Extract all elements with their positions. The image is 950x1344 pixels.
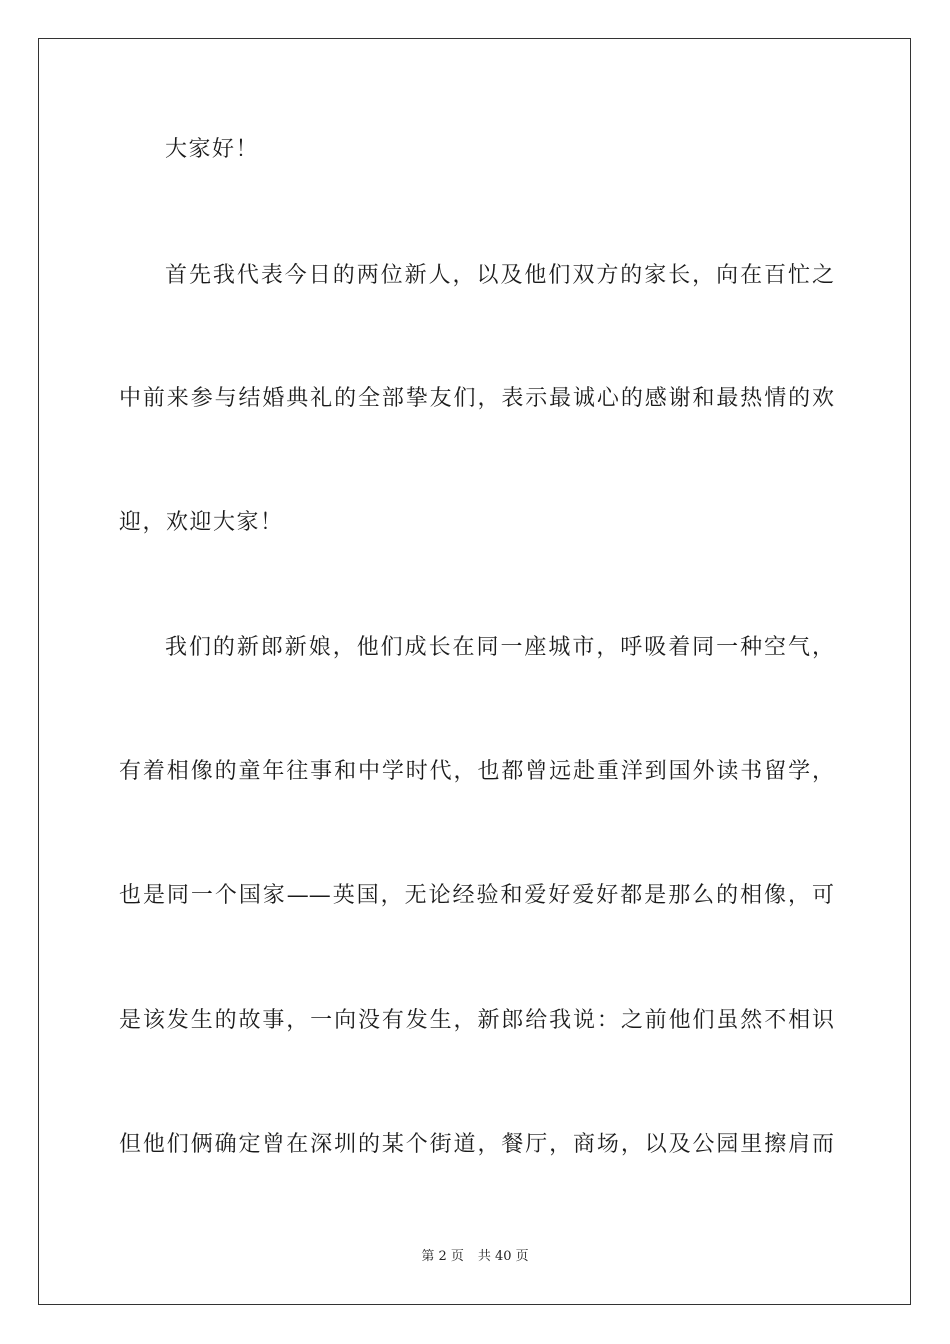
text-line: 但他们俩确定曾在深圳的某个街道，餐厅，商场，以及公园里擦肩而 (119, 1132, 834, 1157)
page-number: 第 2 页 (421, 1249, 464, 1264)
text-line: 我们的新郎新娘，他们成长在同一座城市，呼吸着同一种空气， (165, 635, 834, 660)
page-total: 共 40 页 (477, 1249, 529, 1264)
text-line: 有着相像的童年往事和中学时代，也都曾远赴重洋到国外读书留学， (119, 759, 834, 784)
text-line: 首先我代表今日的两位新人，以及他们双方的家长，向在百忙之 (165, 263, 834, 288)
page-border (38, 38, 911, 1305)
text-line-greeting: 大家好！ (165, 137, 260, 162)
page-footer (0, 1248, 950, 1266)
text-line: 中前来参与结婚典礼的全部挚友们，表示最诚心的感谢和最热情的欢 (119, 386, 834, 411)
text-line: 也是同一个国家——英国，无论经验和爱好爱好都是那么的相像，可 (119, 883, 834, 908)
text-line: 是该发生的故事，一向没有发生，新郎给我说：之前他们虽然不相识 (119, 1008, 834, 1033)
text-line: 迎，欢迎大家！ (119, 510, 284, 535)
